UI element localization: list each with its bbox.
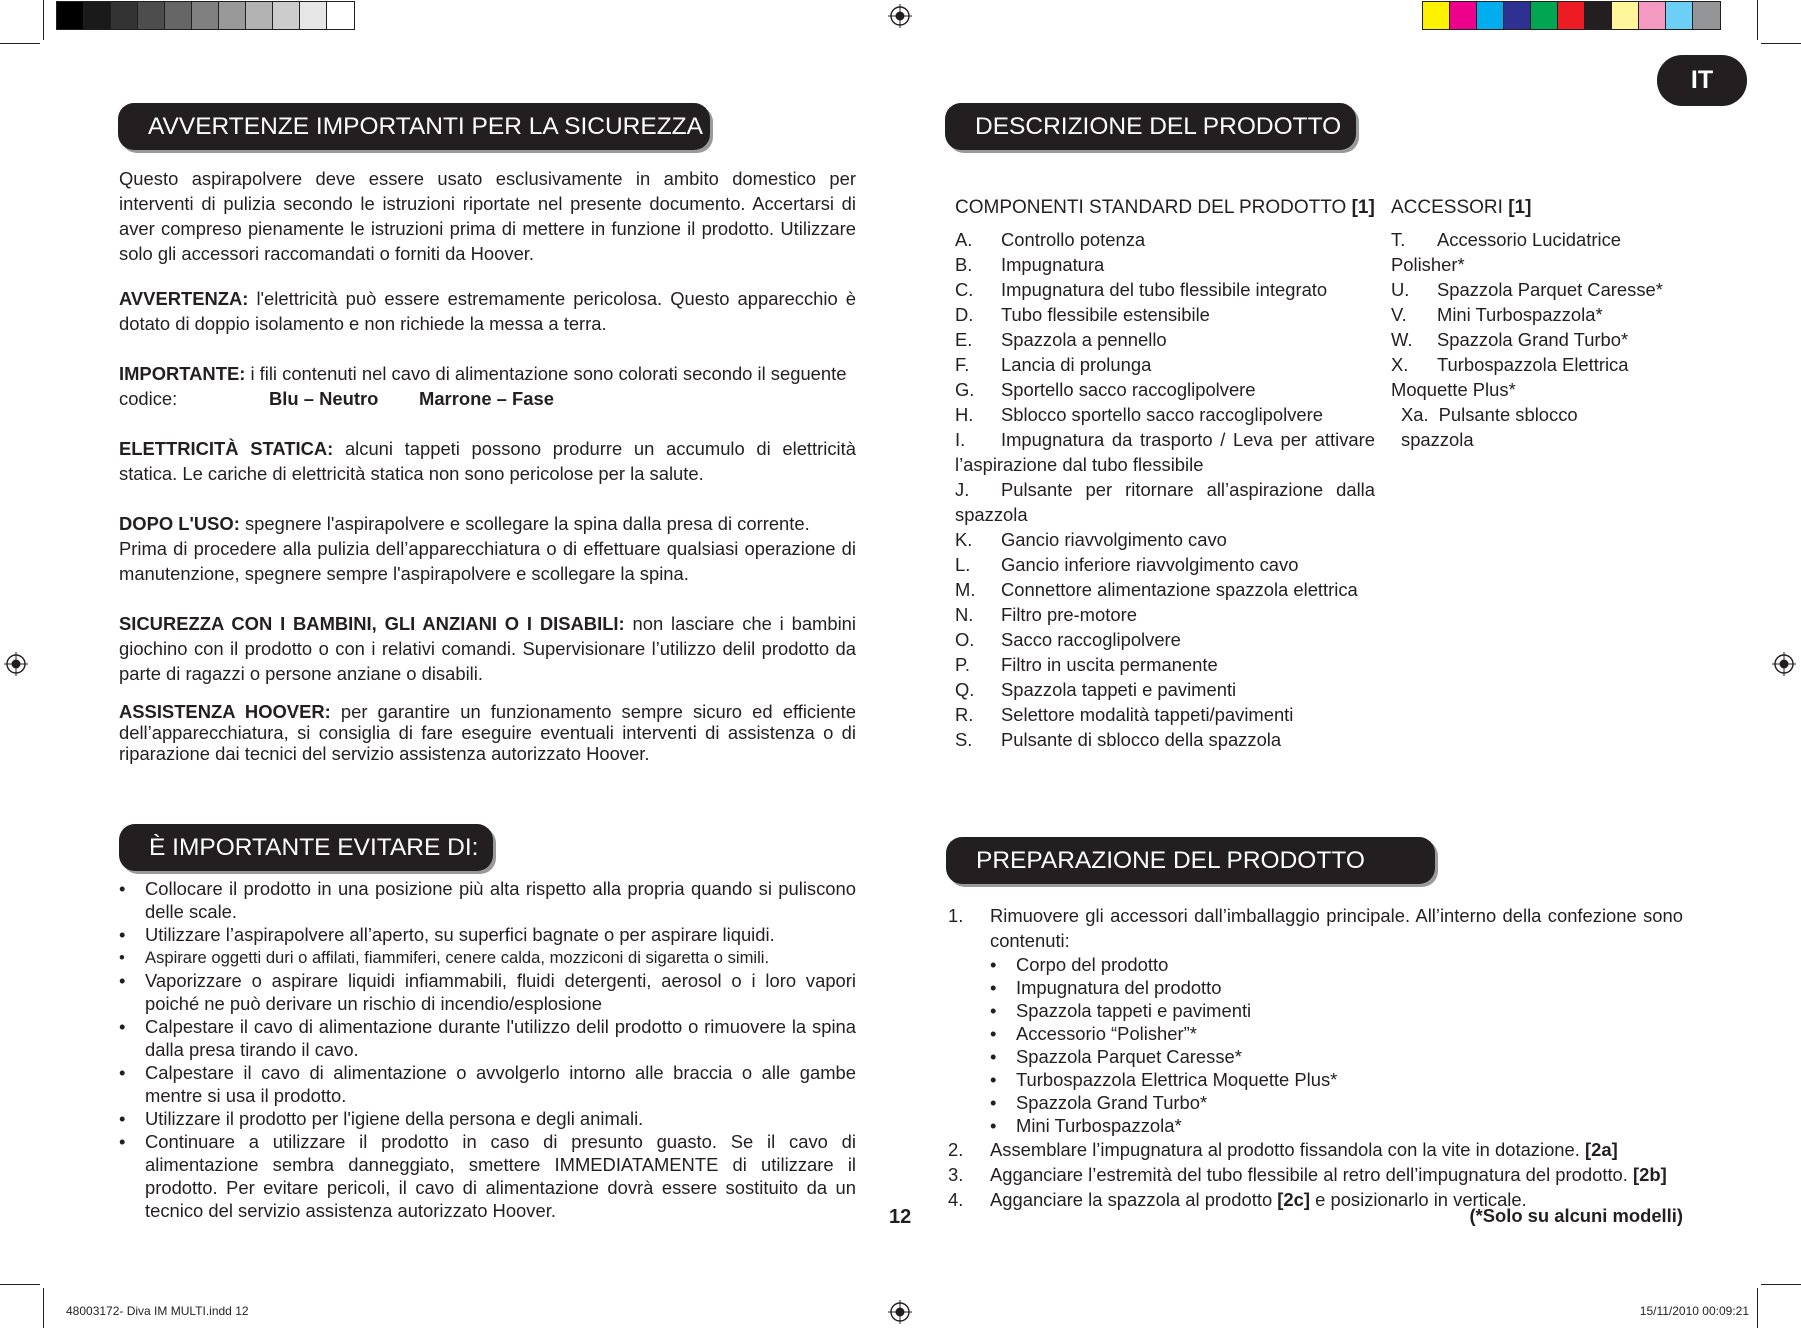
preparation-section-header: PREPARAZIONE DEL PRODOTTO — [946, 837, 1435, 884]
package-content-item: • Spazzola Grand Turbo* — [990, 1091, 1683, 1114]
avoid-item: • Continuare a utilizzare il prodotto in caso di presunto guasto. Se il cavo di alimentazione sembra danneggiato, smettere IMMEDIATAMENTE di utilizzare il prodotto. Per evitare pericoli, il cavo di alimentazione dovrà essere sostituito da un tecnico del servizio assistenza autorizzato Hoover. — [119, 1130, 856, 1222]
package-content-item: • Mini Turbospazzola* — [990, 1114, 1683, 1137]
package-content-item: • Spazzola Parquet Caresse* — [990, 1045, 1683, 1068]
step-text — [990, 1162, 1683, 1187]
package-content-item: • Turbospazzola Elettrica Moquette Plus* — [990, 1068, 1683, 1091]
component-text: Pulsante per ritornare all’aspirazione dalla spazzola — [955, 479, 1375, 525]
standard-components-list — [955, 227, 1375, 752]
component-text: Sblocco sportello sacco raccoglipolvere — [1001, 404, 1323, 425]
component-item — [955, 552, 1375, 577]
component-letter: O. — [955, 629, 975, 650]
assistance-text: per garantire un funzionamento sempre sicuro ed efficiente dell’apparecchiatura, si consiglia di fare eseguire eventuali interventi di assistenza o di riparazione dai tecnici del servizio assistenza autorizzato Hoover. — [119, 701, 856, 764]
component-letter: F. — [955, 354, 970, 375]
accessory-text: Turbospazzola Elettrica Moquette Plus* — [1391, 354, 1629, 400]
component-letter: G. — [955, 379, 975, 400]
component-text: Spazzola tappeti e pavimenti — [1001, 679, 1237, 700]
step-text: Rimuovere gli accessori dall’imballaggio principale. All’interno della confezione sono contenuti: — [990, 905, 1683, 951]
component-item — [955, 702, 1375, 727]
slug-timestamp: 15/11/2010 00:09:21 — [1639, 1304, 1749, 1318]
accessory-letter: W. — [1391, 329, 1413, 350]
avoid-item: • Vaporizzare o aspirare liquidi infiammabili, fluidi detergenti, aerosol o i loro vapori poiché ne può derivare un rischio di incendio/esplosione — [119, 969, 856, 1015]
component-letter: B. — [955, 254, 973, 275]
component-letter: K. — [955, 529, 973, 550]
component-text: Gancio inferiore riavvolgimento cavo — [1001, 554, 1299, 575]
color-swatch — [1612, 2, 1639, 29]
component-item — [955, 527, 1375, 552]
component-text: Impugnatura del tubo flessibile integrato — [1001, 279, 1328, 300]
component-letter: A. — [955, 229, 973, 250]
process-color-bar — [1422, 1, 1721, 30]
component-letter: P. — [955, 654, 971, 675]
safety-intro: Questo aspirapolvere deve essere usato esclusivamente in ambito domestico per interventi di pulizia secondo le istruzioni riportate nel presente documento. Accertarsi di aver compreso pienamente le istruzioni prima di mettere in funzione il prodotto. Utilizzare solo gli accessori raccomandati o forniti da Hoover. — [119, 168, 856, 264]
registration-mark-right-icon — [1772, 652, 1796, 676]
component-item — [955, 277, 1375, 302]
step-4-ref: [2c] — [1277, 1189, 1311, 1210]
component-text: Impugnatura da trasporto / Leva per attivare l’aspirazione dal tubo flessibile — [955, 429, 1375, 475]
component-letter: C. — [955, 279, 974, 300]
component-letter: E. — [955, 329, 973, 350]
step-4-text-a: Agganciare la spazzola al prodotto — [990, 1189, 1278, 1210]
accessory-item — [1391, 402, 1601, 452]
step-number: 1. — [948, 905, 964, 926]
avoid-item: • Aspirare oggetti duri o affilati, fiammiferi, cenere calda, mozziconi di sigaretta o simili. — [119, 946, 856, 969]
accessory-item — [1391, 277, 1673, 302]
static-text: alcuni tappeti possono produrre un accumulo di elettricità statica. Le cariche di elettricità statica non sono pericolose per la salute. — [119, 438, 856, 484]
accessories-title-text: ACCESSORI — [1391, 197, 1509, 218]
component-item — [955, 252, 1375, 277]
package-contents-list — [948, 953, 1683, 1137]
component-item — [955, 627, 1375, 652]
component-item — [955, 302, 1375, 327]
gray-swatch — [111, 2, 138, 29]
language-tab: IT — [1657, 55, 1747, 106]
component-letter: I. — [955, 429, 966, 450]
safety-warning — [119, 286, 856, 336]
gray-swatch — [138, 2, 165, 29]
avoid-item: • Collocare il prodotto in una posizione più alta rispetto alla propria quando si puliscono delle scale. — [119, 877, 856, 923]
accessory-text: Spazzola Grand Turbo* — [1437, 329, 1629, 350]
component-item — [955, 327, 1375, 352]
crop-mark-bottom-right-h — [1761, 1284, 1801, 1285]
component-letter: S. — [955, 729, 973, 750]
gray-swatch — [57, 2, 84, 29]
registration-mark-bottom-icon — [888, 1300, 912, 1324]
accessory-item — [1391, 327, 1673, 352]
component-text: Impugnatura — [1001, 254, 1105, 275]
gray-swatch — [219, 2, 246, 29]
component-text: Filtro in uscita permanente — [1001, 654, 1218, 675]
step-number: 4. — [948, 1189, 964, 1210]
component-item — [955, 652, 1375, 677]
important-label: IMPORTANTE: — [119, 363, 246, 384]
component-text: Controllo potenza — [1001, 229, 1146, 250]
after-use-text-2: Prima di procedere alla pulizia dell’apparecchiatura o di effettuare qualsiasi operazione di manutenzione, spegnere sempre l'aspirapolvere e scollegare la spina. — [119, 538, 856, 584]
crop-mark-top-left-h — [0, 43, 40, 44]
package-content-item: • Accessorio “Polisher”* — [990, 1022, 1683, 1045]
component-letter: M. — [955, 579, 976, 600]
warning-text: l'elettricità può essere estremamente pericolosa. Questo apparecchio è dotato di doppio isolamento e non richiede la messa a terra. — [119, 288, 856, 334]
page-number: 12 — [889, 1206, 912, 1228]
accessory-item — [1391, 302, 1673, 327]
code-blue: Blu – Neutro — [269, 388, 379, 409]
component-item — [955, 677, 1375, 702]
standard-components-ref: [1] — [1351, 197, 1375, 218]
component-item — [955, 602, 1375, 627]
gray-swatch — [327, 2, 354, 29]
safety-children — [119, 611, 856, 686]
standard-components-title — [955, 195, 1375, 221]
models-note: (*Solo su alcuni modelli) — [1469, 1205, 1683, 1226]
color-swatch — [1423, 2, 1450, 29]
avoid-item: • Utilizzare il prodotto per l'igiene della persona e degli animali. — [119, 1107, 856, 1130]
component-text: Pulsante di sblocco della spazzola — [1001, 729, 1282, 750]
preparation-step-2 — [948, 1137, 1683, 1162]
accessory-text: Accessorio Lucidatrice Polisher* — [1391, 229, 1621, 275]
component-item — [955, 352, 1375, 377]
component-text: Filtro pre-motore — [1001, 604, 1137, 625]
component-item — [955, 377, 1375, 402]
gray-swatch — [300, 2, 327, 29]
gray-swatch — [84, 2, 111, 29]
step-2-text: Assemblare l’impugnatura al prodotto fissandola con la vite in dotazione. — [990, 1139, 1585, 1160]
package-content-item: • Impugnatura del prodotto — [990, 976, 1683, 999]
accessory-letter: X. — [1391, 354, 1409, 375]
component-text: Tubo flessibile estensibile — [1001, 304, 1210, 325]
component-item — [955, 727, 1375, 752]
description-section-header: DESCRIZIONE DEL PRODOTTO — [945, 103, 1356, 150]
component-item — [955, 427, 1375, 477]
accessories-title — [1391, 195, 1531, 221]
color-swatch — [1450, 2, 1477, 29]
accessory-text: Pulsante sblocco spazzola — [1401, 404, 1578, 450]
avoid-item: • Calpestare il cavo di alimentazione o avvolgerlo intorno alle braccia o alle gambe mentre si usa il prodotto. — [119, 1061, 856, 1107]
component-text: Sportello sacco raccoglipolvere — [1001, 379, 1256, 400]
crop-mark-bottom-left-v — [43, 1288, 44, 1328]
accessory-letter: T. — [1391, 229, 1406, 250]
safety-section — [119, 166, 856, 764]
crop-mark-bottom-right-v — [1757, 1288, 1758, 1328]
component-text: Selettore modalità tappeti/pavimenti — [1001, 704, 1294, 725]
gray-swatch — [165, 2, 192, 29]
children-label: SICUREZZA CON I BAMBINI, GLI ANZIANI O I DISABILI: — [119, 613, 625, 634]
component-item — [955, 577, 1375, 602]
step-text — [990, 1137, 1683, 1162]
important-text: i fili contenuti nel cavo di alimentazione sono colorati secondo il seguente — [245, 363, 847, 384]
component-letter: J. — [955, 479, 970, 500]
accessory-letter: U. — [1391, 279, 1410, 300]
component-item — [955, 227, 1375, 252]
accessory-letter: Xa. — [1401, 404, 1429, 425]
gray-swatch — [246, 2, 273, 29]
step-4-text-b: e posizionarlo in verticale. — [1310, 1189, 1527, 1210]
component-item — [955, 477, 1375, 527]
component-text: Sacco raccoglipolvere — [1001, 629, 1181, 650]
package-content-item: • Corpo del prodotto — [990, 953, 1683, 976]
step-number: 2. — [948, 1139, 964, 1160]
standard-components-title-text: COMPONENTI STANDARD DEL PRODOTTO — [955, 197, 1352, 218]
component-letter: R. — [955, 704, 974, 725]
registration-mark-top-icon — [888, 4, 912, 28]
gray-swatch — [273, 2, 300, 29]
accessory-text: Mini Turbospazzola* — [1437, 304, 1603, 325]
component-text: Lancia di prolunga — [1001, 354, 1152, 375]
preparation-step-1 — [948, 903, 1683, 953]
preparation-section — [948, 903, 1683, 1212]
step-3-text: Agganciare l’estremità del tubo flessibile al retro dell’impugnatura del prodotto. — [990, 1164, 1634, 1185]
avoid-item: • Utilizzare l’aspirapolvere all’aperto, su superfici bagnate o per aspirare liquidi. — [119, 923, 856, 946]
accessory-item — [1391, 352, 1673, 402]
crop-mark-top-right-h — [1761, 43, 1801, 44]
component-letter: D. — [955, 304, 974, 325]
avoid-list — [119, 877, 856, 1222]
component-text: Gancio riavvolgimento cavo — [1001, 529, 1227, 550]
component-letter: L. — [955, 554, 971, 575]
gray-swatch — [192, 2, 219, 29]
safety-assistance — [119, 701, 856, 764]
safety-section-header: AVVERTENZE IMPORTANTI PER LA SICUREZZA — [118, 103, 710, 150]
component-letter: N. — [955, 604, 974, 625]
avoid-section-header: È IMPORTANTE EVITARE DI: — [119, 824, 493, 871]
preparation-step-3 — [948, 1162, 1683, 1187]
code-label: codice: — [119, 388, 178, 409]
accessory-letter: V. — [1391, 304, 1407, 325]
color-swatch — [1477, 2, 1504, 29]
assistance-label: ASSISTENZA HOOVER: — [119, 701, 331, 722]
registration-mark-left-icon — [4, 652, 28, 676]
component-letter: H. — [955, 404, 974, 425]
avoid-item: • Calpestare il cavo di alimentazione durante l'utilizzo delil prodotto o rimuovere la spina dalla presa tirando il cavo. — [119, 1015, 856, 1061]
safety-static — [119, 436, 856, 486]
safety-important — [119, 361, 856, 411]
step-2-ref: [2a] — [1584, 1139, 1618, 1160]
accessories-ref: [1] — [1508, 197, 1532, 218]
step-3-ref: [2b] — [1633, 1164, 1667, 1185]
color-swatch — [1693, 2, 1720, 29]
color-swatch — [1639, 2, 1666, 29]
color-swatch — [1558, 2, 1585, 29]
component-text: Connettore alimentazione spazzola elettrica — [1001, 579, 1358, 600]
warning-label: AVVERTENZA: — [119, 288, 249, 309]
accessory-text: Spazzola Parquet Caresse* — [1437, 279, 1663, 300]
children-text: non lasciare che i bambini giochino con il prodotto o con i relativi comandi. Supervisionare l’utilizzo delil prodotto da parte di ragazzi o persone anziane o disabili. — [119, 613, 856, 684]
safety-after-use — [119, 511, 856, 586]
color-swatch — [1531, 2, 1558, 29]
static-label: ELETTRICITÀ STATICA: — [119, 438, 334, 459]
after-use-text: spegnere l'aspirapolvere e scollegare la spina dalla presa di corrente. — [239, 513, 810, 534]
step-number: 3. — [948, 1164, 964, 1185]
color-swatch — [1666, 2, 1693, 29]
grayscale-color-bar — [56, 1, 355, 30]
code-brown: Marrone – Fase — [419, 388, 554, 409]
accessory-item — [1391, 227, 1673, 277]
component-text: Spazzola a pennello — [1001, 329, 1167, 350]
component-letter: Q. — [955, 679, 975, 700]
crop-mark-bottom-left-h — [0, 1284, 40, 1285]
component-item — [955, 402, 1375, 427]
crop-mark-top-right-v — [1757, 0, 1758, 40]
accessories-list — [1391, 227, 1681, 452]
color-swatch — [1585, 2, 1612, 29]
crop-mark-top-left-v — [43, 0, 44, 40]
color-swatch — [1504, 2, 1531, 29]
after-use-label: DOPO L'USO: — [119, 513, 240, 534]
package-content-item: • Spazzola tappeti e pavimenti — [990, 999, 1683, 1022]
slug-file-name: 48003172- Diva IM MULTI.indd 12 — [66, 1304, 249, 1318]
